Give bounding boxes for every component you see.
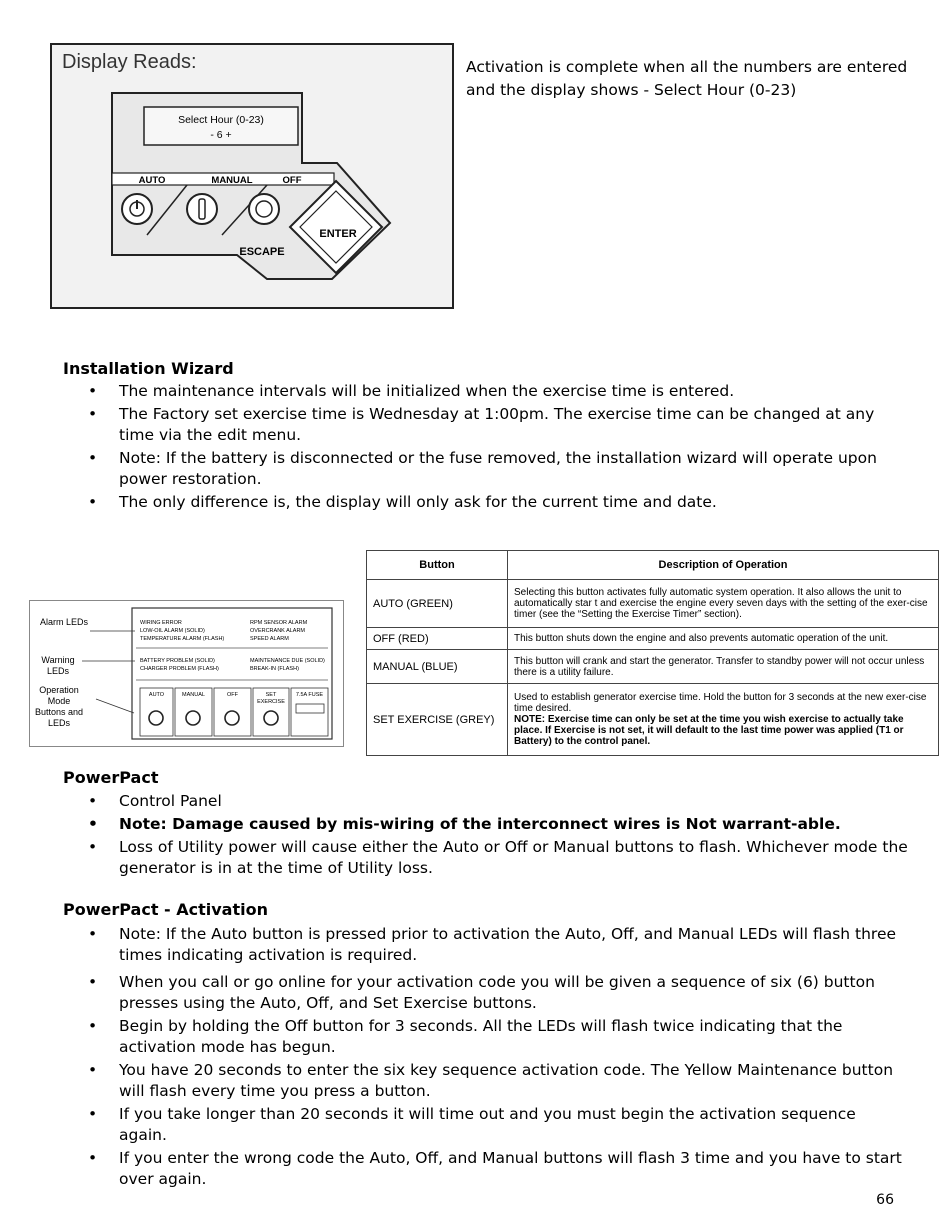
fuse-label: 7.5A FUSE [295,692,324,698]
table-cell-description: Selecting this button activates fully automatic system operation. It also allows the unit to automatically star t and exercise the engine every seven days with the setting of the exer-cise timer (see the “Setting the Exercise Timer” section). [508,580,939,628]
alarm-item: SPEED ALARM [250,636,289,642]
table-header-button: Button [367,551,508,580]
lcd-line-2: - 6 + [210,129,232,141]
table-cell-button: AUTO (GREEN) [367,580,508,628]
installation-wizard-list [88,381,908,515]
warning-list-right [250,657,325,673]
list-item: • The only difference is, the display will only ask for the current time and date. [88,492,908,513]
table-cell-description: This button will crank and start the generator. Transfer to standby power will not occur unless there is a utility failure. [508,650,939,684]
panel-manual-label: MANUAL [182,692,205,698]
display-figure [50,43,454,309]
warning-item: CHARGER PROBLEM (FLASH) [140,666,219,672]
powerpact-heading: PowerPact [63,768,159,787]
escape-label: ESCAPE [239,246,285,258]
page-number: 66 [876,1192,894,1208]
control-panel-drawing [52,45,452,307]
list-item: • Begin by holding the Off button for 3 seconds. All the LEDs will flash twice indicating that the activation mode has begun. [88,1016,908,1058]
intro-text: Activation is complete when all the numbers are entered and the display shows - Select Hour (0-23) [466,58,908,99]
alarm-item: TEMPERATURE ALARM (FLASH) [140,636,225,642]
alarm-leds-label: Alarm LEDs [39,617,88,627]
table-row [367,684,939,756]
list-item: • Loss of Utility power will cause either the Auto or Off or Manual buttons to flash. Whichever mode the generator is in at the time of Utility loss. [88,837,908,879]
table-cell-button: SET EXERCISE (GREY) [367,684,508,756]
table-header-description: Description of Operation [508,551,939,580]
list-item: • The maintenance intervals will be initialized when the exercise time is entered. [88,381,908,402]
table-cell-description [508,684,939,756]
off-button-drawing [249,194,279,224]
powerpact-list [88,791,908,881]
alarm-item: LOW-OIL ALARM (SOLID) [140,628,205,634]
lcd-line-1: Select Hour (0-23) [178,114,264,126]
figure-title: Display Reads: [62,51,197,73]
list-item: • Note: If the battery is disconnected or the fuse removed, the installation wizard will operate upon power restoration. [88,448,908,490]
set-label: SET [265,692,277,698]
alarm-item: RPM SENSOR ALARM [250,620,308,626]
list-item: • If you enter the wrong code the Auto, Off, and Manual buttons will flash 3 time and you have to start over again. [88,1148,908,1190]
list-item: • You have 20 seconds to enter the six key sequence activation code. The Yellow Maintenance button will flash every time you press a button. [88,1060,908,1102]
list-item: • Note: Damage caused by mis-wiring of the interconnect wires is Not warrant-able. [88,814,908,835]
warning-item: BATTERY PROBLEM (SOLID) [140,658,215,664]
panel-off-label: OFF [227,692,238,698]
operation-table [366,550,939,756]
list-item: • Control Panel [88,791,908,812]
enter-label: ENTER [319,228,357,240]
auto-label: AUTO [138,175,166,186]
warning-item: MAINTENANCE DUE (SOLID) [250,658,325,664]
warning-list-left [140,657,219,673]
alarm-list-left [140,619,224,643]
off-label: OFF [282,175,302,186]
list-item: • If you take longer than 20 seconds it will time out and you must begin the activation sequence again. [88,1104,908,1146]
alarm-list-right [250,619,307,643]
list-item: • When you call or go online for your activation code you will be given a sequence of six (6) button presses using the Auto, Off, and Set Exercise buttons. [88,972,908,1014]
activation-heading: PowerPact - Activation [63,900,268,919]
installation-wizard-heading: Installation Wizard [63,359,234,378]
alarm-item: WIRING ERROR [140,620,182,626]
manual-label: MANUAL [211,175,253,186]
exercise-label: EXERCISE [257,699,285,705]
warning-item: BREAK-IN (FLASH) [250,666,299,672]
list-item: • The Factory set exercise time is Wednesday at 1:00pm. The exercise time can be changed at any time via the edit menu. [88,404,908,446]
table-cell-button: MANUAL (BLUE) [367,650,508,684]
panel-auto-label: AUTO [148,692,165,698]
list-item: • Note: If the Auto button is pressed prior to activation the Auto, Off, and Manual LEDs will flash three times indicating activation is required. [88,924,908,966]
table-cell-button: OFF (RED) [367,628,508,650]
set-exercise-note: NOTE: Exercise time can only be set at the time you wish exercise to actually take place. If Exercise is not set, it will default to the last time power was applied (T1 or Battery) to the control panel. [514,714,904,747]
table-cell-description: This button shuts down the engine and also prevents automatic operation of the unit. [508,628,939,650]
alarm-item: OVERCRANK ALARM [250,628,306,634]
table-row [367,580,939,628]
panel-set-exercise-label [253,692,289,706]
panel-figure [29,600,344,747]
table-row [367,650,939,684]
table-row [367,628,939,650]
warning-leds-label: Warning LEDs [41,655,75,676]
activation-list [88,924,908,1192]
set-exercise-desc: Used to establish generator exercise time. Hold the button for 3 seconds at the new exer-cise time desired. [514,692,927,714]
operation-label: Operation Mode Buttons and LEDs [34,685,84,728]
